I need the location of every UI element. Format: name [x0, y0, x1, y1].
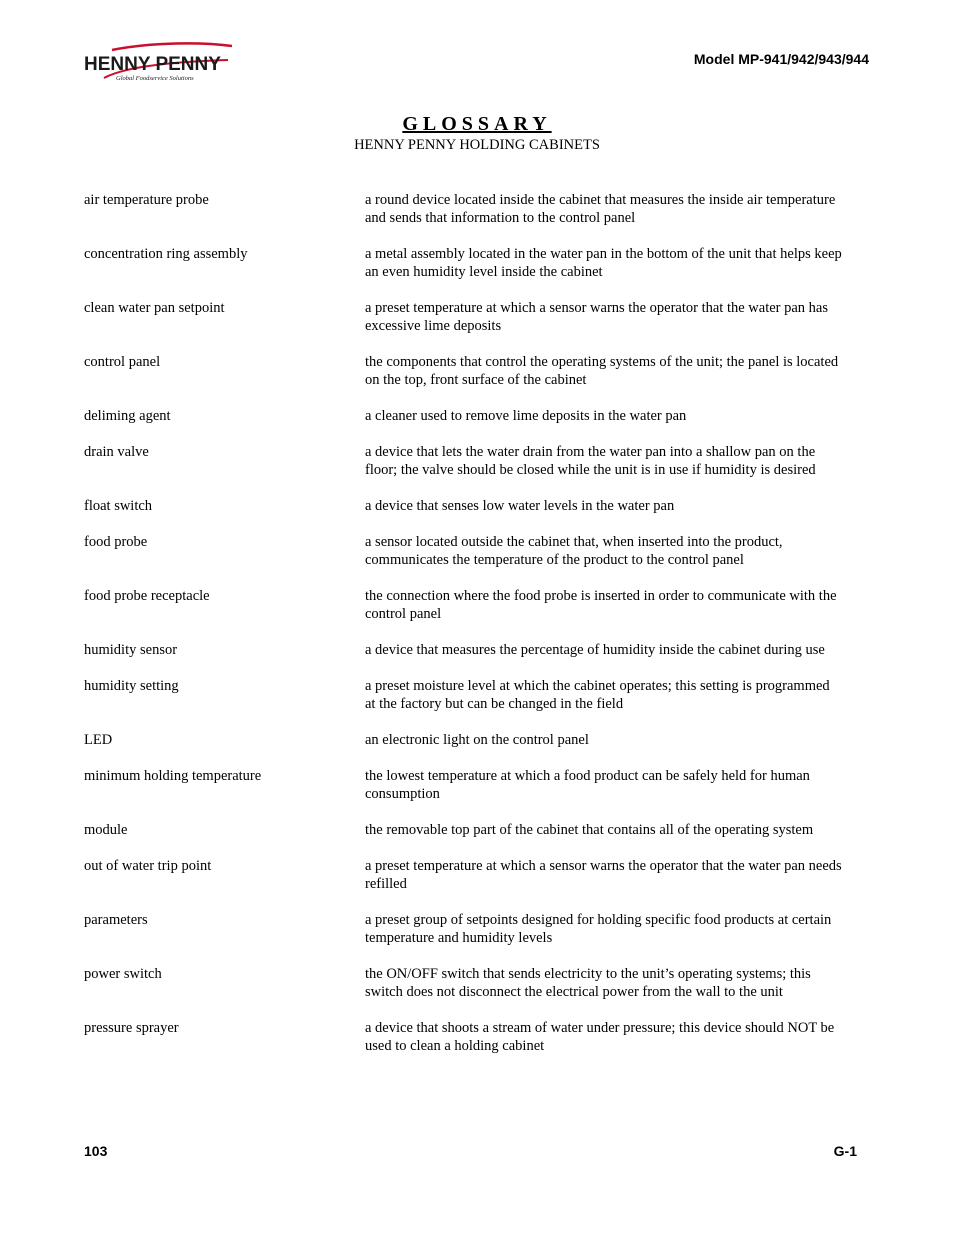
glossary-definition: a device that senses low water levels in the water pan — [365, 498, 675, 514]
glossary-definition: a preset moisture level at which the cabinet operates; this setting is programmed at the factory but can be changed in the field — [365, 678, 830, 712]
glossary-definition: a device that shoots a stream of water under pressure; this device should NOT be used to clean a holding cabinet — [365, 1020, 835, 1054]
glossary-definition: the lowest temperature at which a food product can be safely held for human consumption — [365, 768, 810, 802]
glossary-definition: a sensor located outside the cabinet that, when inserted into the product, communicates the temperature of the product to the control panel — [365, 534, 783, 568]
glossary-entry — [84, 299, 864, 335]
glossary-definition: the removable top part of the cabinet that contains all of the operating system — [365, 822, 814, 838]
glossary-list — [84, 191, 864, 1073]
glossary-definition: a cleaner used to remove lime deposits in the water pan — [365, 408, 687, 424]
section-number: G-1 — [833, 1143, 857, 1159]
glossary-term: humidity sensor — [84, 642, 178, 658]
glossary-definition: a preset group of setpoints designed for holding specific food products at certain temperature and humidity levels — [365, 912, 832, 946]
glossary-definition: the ON/OFF switch that sends electricity to the unit’s operating systems; this switch does not disconnect the electrical power from the wall to the unit — [365, 966, 811, 1000]
glossary-term: LED — [84, 732, 113, 748]
glossary-term: parameters — [84, 912, 148, 928]
glossary-definition: a device that lets the water drain from the water pan into a shallow pan on the floor; the valve should be closed while the unit is in use if humidity is desired — [365, 444, 816, 478]
glossary-term: control panel — [84, 354, 161, 370]
glossary-entry — [84, 677, 864, 713]
glossary-term: minimum holding temperature — [84, 768, 262, 784]
glossary-term: module — [84, 822, 128, 838]
page-number: 103 — [84, 1143, 108, 1159]
logo-wordmark: HENNY PENNY — [84, 54, 221, 75]
henny-penny-logo — [82, 40, 242, 88]
glossary-term: humidity setting — [84, 678, 179, 694]
glossary-entry — [84, 911, 864, 947]
glossary-term: concentration ring assembly — [84, 246, 248, 262]
glossary-term: drain valve — [84, 444, 149, 460]
glossary-entry — [84, 767, 864, 803]
glossary-definition: a metal assembly located in the water pan in the bottom of the unit that helps keep an even humidity level inside the cabinet — [365, 246, 842, 280]
glossary-term: food probe — [84, 534, 148, 550]
page-title: GLOSSARY — [402, 113, 552, 135]
glossary-entry — [84, 857, 864, 893]
glossary-term: clean water pan setpoint — [84, 300, 225, 316]
glossary-entry — [84, 353, 864, 389]
glossary-term: air temperature probe — [84, 192, 209, 208]
logo-tagline: Global Foodservice Solutions — [116, 75, 194, 82]
glossary-entry — [84, 443, 864, 479]
glossary-definition: the components that control the operating systems of the unit; the panel is located on the top, front surface of the cabinet — [365, 354, 839, 388]
glossary-term: food probe receptacle — [84, 588, 210, 604]
glossary-entry — [84, 245, 864, 281]
glossary-term: out of water trip point — [84, 858, 212, 874]
glossary-definition: a device that measures the percentage of humidity inside the cabinet during use — [365, 642, 825, 658]
glossary-entry — [84, 533, 864, 569]
glossary-term: float switch — [84, 498, 153, 514]
glossary-term: deliming agent — [84, 408, 171, 424]
glossary-term: pressure sprayer — [84, 1020, 179, 1036]
glossary-entry — [84, 407, 864, 425]
glossary-definition: a round device located inside the cabinet that measures the inside air temperature and sends that information to the control panel — [365, 192, 836, 226]
glossary-definition: an electronic light on the control panel — [365, 732, 589, 748]
glossary-entry — [84, 497, 864, 515]
glossary-entry — [84, 191, 864, 227]
glossary-term: power switch — [84, 966, 162, 982]
glossary-entry — [84, 641, 864, 659]
glossary-entry — [84, 821, 864, 839]
glossary-entry — [84, 965, 864, 1001]
glossary-definition: the connection where the food probe is inserted in order to communicate with the control panel — [365, 588, 837, 622]
glossary-entry — [84, 587, 864, 623]
model-number: Model MP-941/942/943/944 — [693, 51, 869, 67]
glossary-entry — [84, 1019, 864, 1055]
glossary-definition: a preset temperature at which a sensor warns the operator that the water pan needs refilled — [365, 858, 842, 892]
glossary-definition: a preset temperature at which a sensor warns the operator that the water pan has excessive lime deposits — [365, 300, 829, 334]
glossary-entry — [84, 731, 864, 749]
page-subtitle: HENNY PENNY HOLDING CABINETS — [354, 137, 600, 153]
